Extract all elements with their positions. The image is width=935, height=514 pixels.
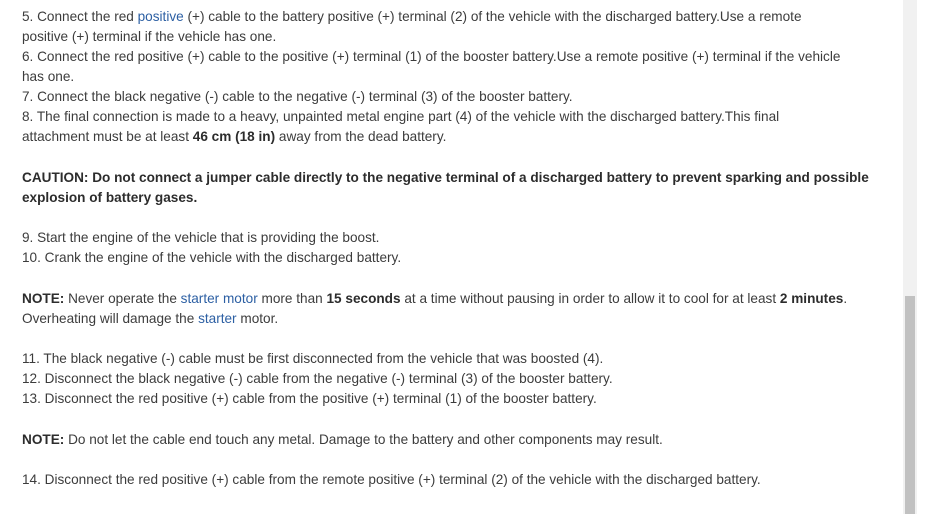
- step-12: 12. Disconnect the black negative (-) cable from the negative (-) terminal (3) of the booster battery.: [22, 371, 613, 386]
- cooldown-value: 2 minutes: [779, 290, 844, 306]
- step-8: 8. The final connection is made to a heavy, unpainted metal engine part (4) of the vehicle with the discharged battery.This final: [22, 109, 780, 124]
- step-10: 10. Crank the engine of the vehicle with the discharged battery.: [22, 250, 402, 265]
- note-text: Do not let the cable end touch any metal. Damage to the battery and other components may result.: [64, 431, 663, 447]
- step-5: [22, 7, 884, 27]
- window-edge: [917, 0, 935, 514]
- positive-link[interactable]: positive: [137, 9, 184, 24]
- note-text: more than: [257, 290, 327, 306]
- note-starter: [22, 289, 884, 309]
- step-9: 9. Start the engine of the vehicle that is providing the boost.: [22, 230, 380, 245]
- step-8-text: attachment must be at least: [22, 129, 193, 144]
- duration-value: 15 seconds: [326, 290, 401, 306]
- step-5-text-cont: (+) cable to the battery positive (+) terminal (2) of the vehicle with the discharged battery.Use a remote: [183, 9, 802, 24]
- caution-text: CAUTION: Do not connect a jumper cable directly to the negative terminal of a discharged battery to prevent sparking and possible: [22, 169, 869, 185]
- step-5-wrap: positive (+) terminal if the vehicle has one.: [22, 29, 277, 44]
- step-13: 13. Disconnect the red positive (+) cable from the positive (+) terminal (1) of the booster battery.: [22, 391, 597, 406]
- caution-text-wrap: explosion of battery gases.: [22, 189, 198, 205]
- vertical-scrollbar[interactable]: [903, 0, 917, 514]
- starter-link[interactable]: starter: [198, 310, 237, 326]
- step-7: 7. Connect the black negative (-) cable to the negative (-) terminal (3) of the booster battery.: [22, 89, 573, 104]
- instructions-content: [22, 7, 884, 490]
- step-8-text-end: away from the dead battery.: [275, 129, 447, 144]
- distance-value: 46 cm (18 in): [192, 129, 276, 144]
- note-text: Never operate the: [64, 290, 181, 306]
- step-11: 11. The black negative (-) cable must be first disconnected from the vehicle that was boosted (4).: [22, 351, 604, 366]
- starter-motor-link[interactable]: starter motor: [180, 290, 258, 306]
- note-text: motor.: [236, 310, 279, 326]
- scrollbar-thumb[interactable]: [905, 296, 915, 514]
- note-label: NOTE:: [22, 290, 65, 306]
- note-text: Overheating will damage the: [22, 310, 199, 326]
- note-starter-wrap: [22, 309, 884, 329]
- step-6: 6. Connect the red positive (+) cable to the positive (+) terminal (1) of the booster battery.Use a remote positive (+) terminal if the vehicle: [22, 49, 841, 64]
- note-label: NOTE:: [22, 431, 65, 447]
- note-text: .: [843, 290, 848, 306]
- note-text: at a time without pausing in order to allow it to cool for at least: [400, 290, 780, 306]
- note-metal: [22, 430, 884, 450]
- step-14: 14. Disconnect the red positive (+) cable from the remote positive (+) terminal (2) of the vehicle with the discharged battery.: [22, 472, 761, 487]
- step-8-wrap: [22, 127, 884, 147]
- step-5-text: 5. Connect the red: [22, 9, 138, 24]
- step-6-wrap: has one.: [22, 69, 75, 84]
